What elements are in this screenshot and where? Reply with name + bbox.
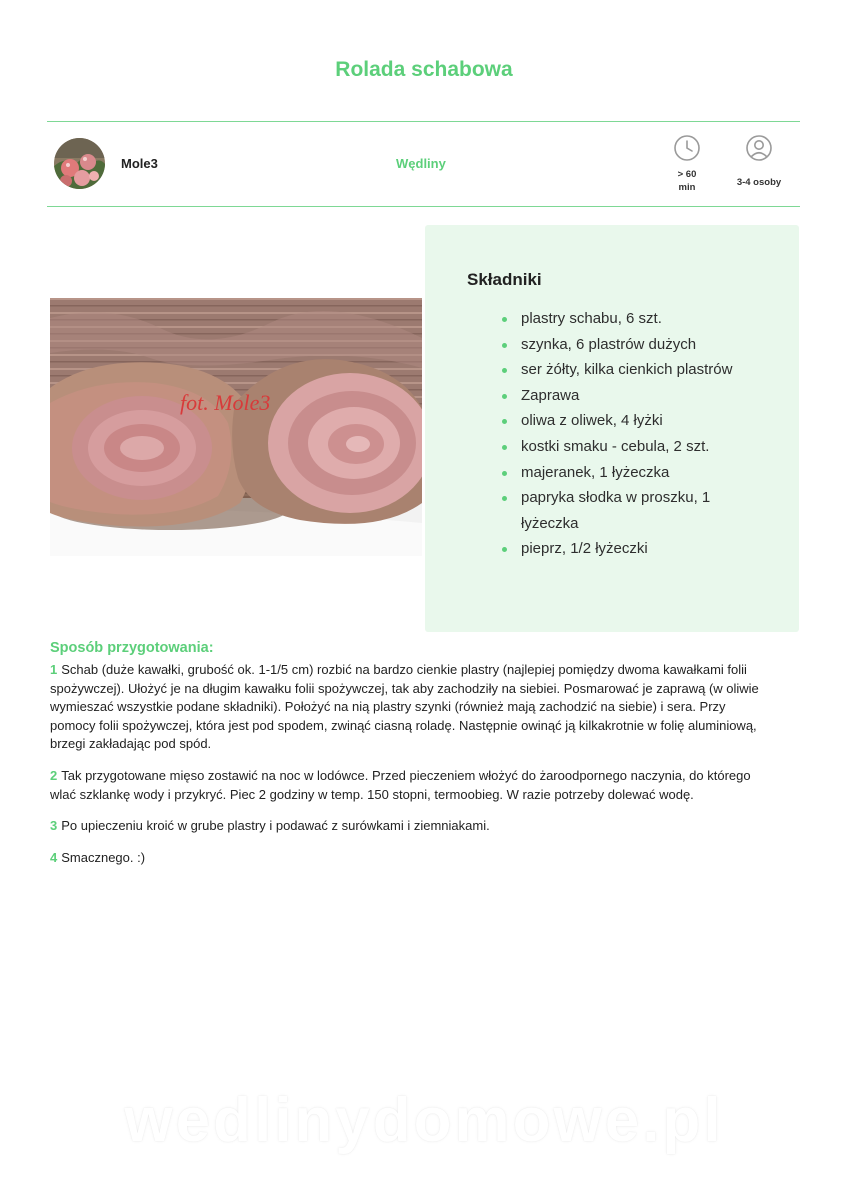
bullet-icon	[502, 368, 507, 373]
ingredient-text: szynka, 6 plastrów dużych	[521, 335, 697, 353]
step-number: 1	[50, 662, 58, 677]
preparation-title: Sposób przygotowania:	[50, 640, 214, 656]
ingredient-item	[497, 332, 767, 358]
bullet-icon	[502, 547, 507, 552]
ingredient-item	[497, 536, 767, 562]
recipe-title: Rolada schabowa	[335, 58, 513, 81]
preparation-step	[50, 661, 772, 754]
ingredient-text: oliwa z oliwek, 4 łyżki	[521, 412, 663, 430]
step-number: 3	[50, 818, 58, 834]
bullet-icon	[502, 419, 507, 424]
author-name[interactable]: Mole3	[121, 156, 158, 171]
servings	[731, 134, 787, 189]
ingredient-text: pieprz, 1/2 łyżeczki	[521, 540, 648, 558]
preparation-step	[50, 817, 772, 836]
ingredient-text: plastry schabu, 6 szt.	[521, 310, 662, 327]
preparation-step	[50, 767, 772, 804]
ingredients-title: Składniki	[467, 270, 542, 289]
preparation-step	[50, 849, 772, 868]
ingredients-panel	[425, 225, 799, 632]
ingredients-list	[497, 306, 767, 562]
ingredient-item	[497, 485, 767, 536]
bullet-icon	[502, 496, 507, 501]
header-divider-bottom	[47, 206, 800, 207]
preparation-steps	[50, 661, 772, 880]
bullet-icon	[502, 471, 507, 476]
step-text: Tak przygotowane mięso zostawić na noc w lodówce. Przed pieczeniem włożyć do żaroodpornego naczynia, do którego wlać szklankę wody i przykryć. Piec 2 godziny w temp. 150 stopni, termoobieg. W razie potrzeby dolewać wodę.	[50, 767, 751, 802]
ingredient-item	[497, 357, 767, 383]
ingredient-item	[497, 383, 767, 409]
ingredient-text: Zaprawa	[521, 386, 580, 404]
recipe-category[interactable]: Wędliny	[396, 156, 446, 171]
ingredient-item	[497, 306, 767, 332]
prep-time-value: > 60 min	[677, 169, 697, 193]
author-avatar[interactable]	[54, 138, 105, 189]
step-text: Po upieczeniu kroić w grube plastry i podawać z surówkami i ziemniakami.	[61, 818, 490, 834]
bullet-icon	[502, 343, 507, 348]
ingredient-text: kostki smaku - cebula, 2 szt.	[521, 437, 710, 455]
step-text: Schab (duże kawałki, grubość ok. 1-1/5 cm) rozbić na bardzo cienkie plastry (najlepiej pomiędzy dwoma kawałkami folii spożywczej). Ułożyć je na długim kawałku folii spożywczej, tak aby zachodziły na siebiei. Posmarować je zaprawą (w oliwie wymieszać wszystkie podane składniki). Położyć na nią plastry szynki (również mają zachodzić na siebie) i sera. Przy pomocy folii spożywczej, która jest pod spodem, zwinąć ciasną roladę. Następnie owinąć ją kilkakrotnie w folię aluminiową, brzegi zakładając pod spód.	[50, 662, 759, 752]
bullet-icon	[502, 445, 507, 450]
ingredient-text: majeranek, 1 łyżeczka	[521, 463, 670, 481]
recipe-photo	[50, 298, 422, 556]
ingredient-item	[497, 434, 767, 460]
ingredient-item	[497, 460, 767, 486]
avatar-image	[54, 138, 105, 189]
clock-icon	[673, 134, 701, 162]
bullet-icon	[502, 317, 507, 322]
photo-watermark: fot. Mole3	[180, 390, 271, 415]
step-number: 4	[50, 849, 58, 865]
bullet-icon	[502, 394, 507, 399]
prep-time	[669, 134, 705, 194]
ingredient-item	[497, 408, 767, 434]
ingredient-text: ser żółty, kilka cienkich plastrów	[521, 361, 733, 379]
ingredient-text: papryka słodka w proszku, 1 łyżeczka	[521, 489, 711, 532]
site-watermark: wedlinydomowe.pl	[124, 1086, 724, 1155]
photo-image	[50, 298, 422, 556]
servings-value: 3-4 osoby	[736, 177, 782, 188]
step-text: Smacznego. :)	[61, 849, 146, 865]
recipe-meta-bar	[47, 122, 800, 206]
person-icon	[745, 134, 773, 162]
step-number: 2	[50, 767, 58, 783]
